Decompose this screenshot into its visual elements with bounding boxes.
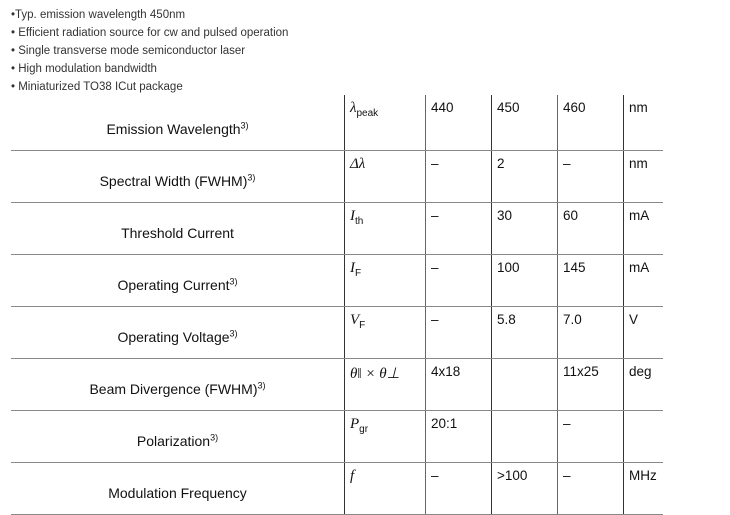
- symbol-cell: [345, 95, 426, 151]
- symbol-subscript: th: [355, 216, 364, 227]
- param-cell: [11, 307, 345, 359]
- max-cell: 460: [558, 95, 624, 151]
- max-cell: 11x25: [558, 359, 624, 411]
- symbol: Δλ: [350, 156, 366, 172]
- max-cell: 60: [558, 203, 624, 255]
- max-cell: –: [558, 463, 624, 515]
- param-cell: [11, 95, 345, 151]
- unit-cell: MHz: [624, 463, 664, 515]
- unit-cell: nm: [624, 151, 664, 203]
- unit-cell: deg: [624, 359, 664, 411]
- param-cell: [11, 151, 345, 203]
- symbol-subscript: gr: [359, 424, 369, 435]
- specs-table: [11, 95, 663, 515]
- typ-cell: >100: [492, 463, 558, 515]
- param-cell: [11, 463, 345, 515]
- typ-cell: 2: [492, 151, 558, 203]
- param-cell: [11, 203, 345, 255]
- symbol: P: [350, 416, 360, 432]
- param-name: Beam Divergence (FWHM): [89, 380, 258, 397]
- max-cell: 7.0: [558, 307, 624, 359]
- symbol: I: [350, 260, 355, 276]
- param-name: Emission Wavelength: [106, 120, 241, 137]
- footnote-ref: 3): [210, 431, 219, 442]
- table-row: [11, 463, 663, 515]
- param-cell: [11, 411, 345, 463]
- feature-item: • Efficient radiation source for cw and pulsed operation: [11, 27, 289, 39]
- symbol-cell: [345, 307, 426, 359]
- symbol-cell: [345, 255, 426, 307]
- min-cell: –: [426, 255, 492, 307]
- max-cell: –: [558, 411, 624, 463]
- symbol-subscript: F: [359, 320, 366, 331]
- footnote-ref: 3): [229, 327, 238, 338]
- unit-cell: mA: [624, 255, 664, 307]
- param-name: Operating Current: [117, 276, 230, 293]
- table-row: [11, 151, 663, 203]
- min-cell: –: [426, 463, 492, 515]
- typ-cell: 5.8: [492, 307, 558, 359]
- symbol-subscript: F: [355, 268, 362, 279]
- max-cell: –: [558, 151, 624, 203]
- footnote-ref: 3): [229, 275, 238, 286]
- param-cell: [11, 255, 345, 307]
- table-row: [11, 95, 663, 151]
- min-cell: –: [426, 151, 492, 203]
- param-cell: [11, 359, 345, 411]
- symbol: I: [350, 208, 355, 224]
- unit-cell: nm: [624, 95, 664, 151]
- symbol-cell: [345, 151, 426, 203]
- table-row: [11, 203, 663, 255]
- footnote-ref: 3): [240, 119, 249, 130]
- symbol-cell: [345, 463, 426, 515]
- table-row: [11, 359, 663, 411]
- param-name: Modulation Frequency: [108, 484, 247, 501]
- symbol-cell: [345, 411, 426, 463]
- typ-cell: 450: [492, 95, 558, 151]
- param-name: Threshold Current: [121, 224, 234, 241]
- symbol-cell: [345, 203, 426, 255]
- symbol: V: [350, 312, 360, 328]
- feature-item: • Miniaturized TO38 ICut package: [11, 81, 183, 93]
- min-cell: –: [426, 307, 492, 359]
- feature-item: • Single transverse mode semiconductor laser: [11, 45, 246, 57]
- unit-cell: V: [624, 307, 664, 359]
- table-row: [11, 411, 663, 463]
- typ-cell: 30: [492, 203, 558, 255]
- unit-cell: mA: [624, 203, 664, 255]
- typ-cell: 100: [492, 255, 558, 307]
- param-name: Operating Voltage: [117, 328, 230, 345]
- min-cell: 440: [426, 95, 492, 151]
- footnote-ref: 3): [247, 171, 256, 182]
- table-row: [11, 307, 663, 359]
- min-cell: –: [426, 203, 492, 255]
- symbol: θ‖ × θ⊥: [350, 366, 400, 382]
- min-cell: 20:1: [426, 411, 492, 463]
- unit-cell: [624, 411, 664, 463]
- param-name: Spectral Width (FWHM): [99, 172, 248, 189]
- max-cell: 145: [558, 255, 624, 307]
- footnote-ref: 3): [257, 379, 266, 390]
- feature-list: [11, 6, 288, 96]
- feature-item: • High modulation bandwidth: [11, 63, 157, 75]
- typ-cell: [492, 411, 558, 463]
- symbol: λ: [350, 100, 357, 116]
- min-cell: 4x18: [426, 359, 492, 411]
- symbol-cell: [345, 359, 426, 411]
- symbol: f: [350, 468, 355, 484]
- param-name: Polarization: [136, 432, 211, 449]
- typ-cell: [492, 359, 558, 411]
- table-row: [11, 255, 663, 307]
- symbol-subscript: peak: [356, 108, 379, 119]
- feature-item: •Typ. emission wavelength 450nm: [11, 9, 186, 21]
